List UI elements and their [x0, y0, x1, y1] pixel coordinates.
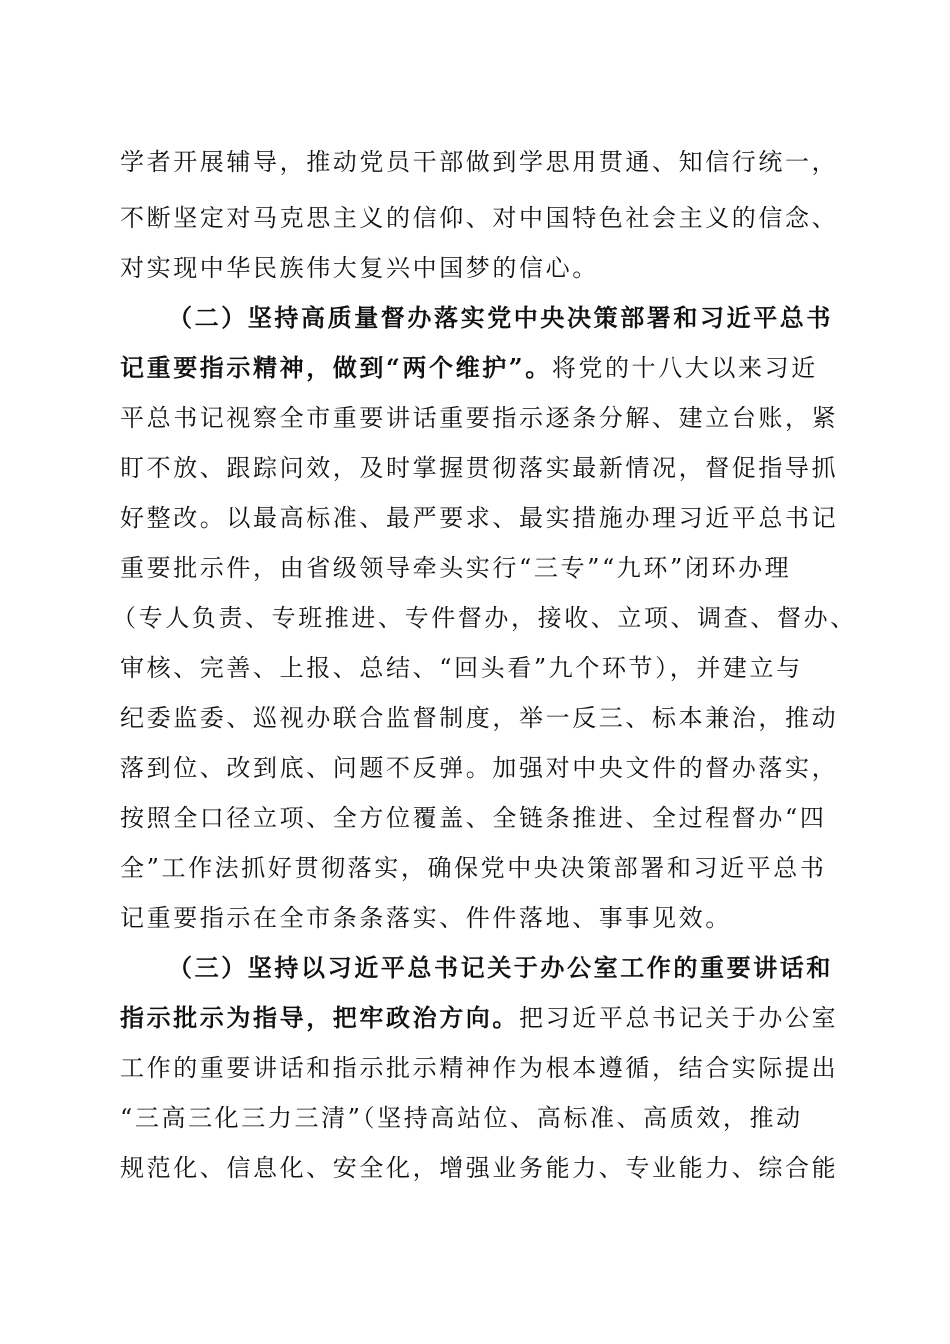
text-line: 按照全口径立项、全方位覆盖、全链条推进、全过程督办“四: [120, 804, 827, 832]
text-line: 盯不放、跟踪问效，及时掌握贯彻落实最新情况，督促指导抓: [120, 454, 839, 482]
text-line: 好整改。以最高标准、最严要求、最实措施办理习近平总书记: [120, 504, 839, 532]
text-line: 记重要指示在全市条条落实、件件落地、事事见效。: [120, 904, 732, 932]
section-heading-2: （二）坚持高质量督办落实党中央决策部署和习近平总书: [168, 303, 833, 332]
section-heading-2-cont: 记重要指示精神，做到“两个维护”。: [120, 353, 552, 382]
text-line: 纪委监委、巡视办联合监督制度，举一反三、标本兼治，推动: [120, 704, 839, 732]
text-line: 全”工作法抓好贯彻落实，确保党中央决策部署和习近平总书: [120, 854, 827, 882]
text-line: 学者开展辅导，推动党员干部做到学思用贯通、知信行统一，: [120, 148, 839, 176]
text-line: 工作的重要讲话和指示批示精神作为根本遵循，结合实际提出: [120, 1054, 839, 1082]
text-line: 规范化、信息化、安全化，增强业务能力、专业能力、综合能: [120, 1154, 839, 1182]
text-line: 落到位、改到底、问题不反弹。加强对中央文件的督办落实，: [120, 754, 839, 782]
section-heading-3: （三）坚持以习近平总书记关于办公室工作的重要讲话和: [168, 953, 833, 982]
text-line: 审核、完善、上报、总结、“回头看”九个环节），并建立与: [120, 654, 803, 682]
text-line: （专人负责、专班推进、专件督办，接收、立项、调查、督办、: [112, 604, 857, 632]
text-span: 把习近平总书记关于办公室: [519, 1004, 839, 1032]
text-span: 将党的十八大以来习近: [551, 354, 818, 382]
text-line: [120, 1003, 840, 1033]
text-line: 平总书记视察全市重要讲话重要指示逐条分解、建立台账，紧: [120, 404, 839, 432]
text-line: 对实现中华民族伟大复兴中国梦的信心。: [120, 254, 599, 282]
text-line: 不断坚定对马克思主义的信仰、对中国特色社会主义的信念、: [120, 204, 839, 232]
text-line: “三高三化三力三清”（坚持高站位、高标准、高质效，推动: [120, 1104, 803, 1132]
text-line: [120, 353, 840, 383]
section-heading-3-cont: 指示批示为指导，把牢政治方向。: [120, 1003, 519, 1032]
text-line: 重要批示件，由省级领导牵头实行“三专”“九环”闭环办理: [120, 554, 792, 582]
